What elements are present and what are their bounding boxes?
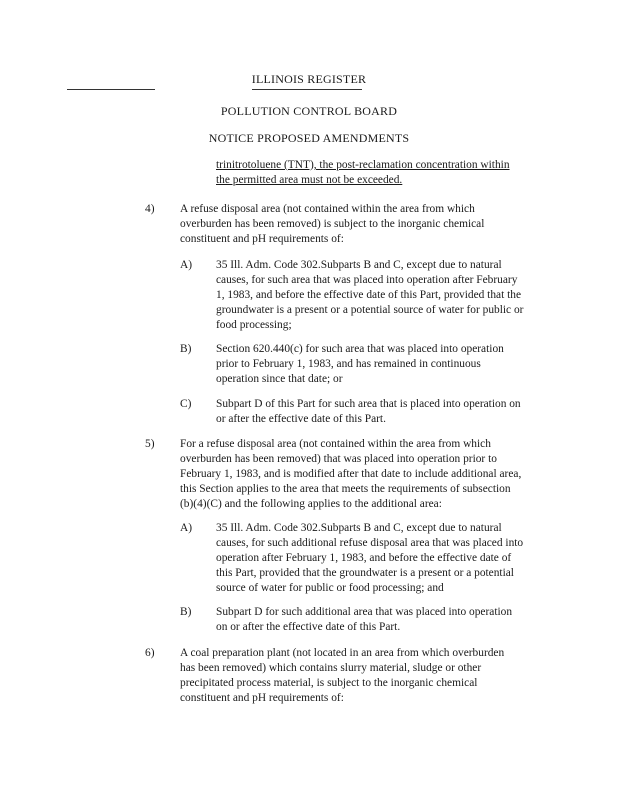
item-line: this Section applies to the area that meets the requirements of subsection	[180, 483, 511, 495]
item-5a-text	[216, 521, 523, 596]
item-line: February 1, 1983, and is modified after that date to include additional area,	[180, 468, 522, 480]
item-line: causes, for such area that was placed into operation after February	[216, 274, 518, 286]
notice-title: NOTICE PROPOSED AMENDMENTS	[208, 131, 410, 145]
item-line: source of water for public or food processing; and	[216, 582, 444, 594]
item-4-label: 4)	[145, 203, 155, 215]
item-line: precipitated process material, is subject to the inorganic chemical	[180, 677, 478, 689]
item-5b-label: B)	[180, 606, 192, 618]
item-5a-label: A)	[180, 522, 193, 534]
item-4b-text	[216, 342, 504, 387]
agency-title: POLLUTION CONTROL BOARD	[220, 104, 398, 118]
item-line: 1, 1983, and before the effective date of this Part, provided that the	[216, 289, 522, 301]
item-line: operation after February 1, 1983, and before the effective date of	[216, 552, 512, 564]
item-line: on or after the effective date of this Part.	[216, 621, 401, 633]
item-line: overburden has been removed) is subject to the inorganic chemical	[180, 218, 485, 230]
item-6-text	[180, 646, 504, 706]
item-4-text	[180, 202, 484, 247]
item-line: has been removed) which contains slurry material, sludge or other	[180, 662, 482, 674]
continued-line: the permitted area must not be exceeded.	[216, 174, 403, 186]
item-4a-text	[216, 258, 523, 333]
item-line: 35 Ill. Adm. Code 302.Subparts B and C, except due to natural	[216, 522, 502, 534]
item-line: Section 620.440(c) for such area that was placed into operation	[216, 343, 504, 355]
register-title: ILLINOIS REGISTER	[251, 72, 367, 86]
item-line: groundwater is a present or a potential source of water for public or	[216, 304, 524, 316]
item-6-label: 6)	[145, 647, 155, 659]
item-5b-text	[216, 605, 512, 635]
item-line: causes, for such additional refuse disposal area that was placed into	[216, 537, 524, 549]
item-line: this Part, provided that the groundwater is a present or a potential	[216, 567, 514, 579]
item-line: (b)(4)(C) and the following applies to the additional area:	[180, 498, 442, 510]
item-line: prior to February 1, 1983, and has remained in continuous	[216, 358, 481, 370]
item-line: or after the effective date of this Part.	[216, 413, 386, 425]
item-4c-text	[216, 397, 521, 427]
item-line: A refuse disposal area (not contained within the area from which	[180, 203, 475, 215]
item-line: constituent and pH requirements of:	[180, 692, 344, 704]
item-4a-label: A)	[180, 259, 193, 271]
item-line: overburden has been removed) that was placed into operation prior to	[180, 453, 497, 465]
continued-text	[216, 158, 510, 188]
item-line: Subpart D of this Part for such area that is placed into operation on	[216, 398, 521, 410]
item-5-text	[180, 437, 521, 512]
item-line: 35 Ill. Adm. Code 302.Subparts B and C, except due to natural	[216, 259, 502, 271]
item-line: constituent and pH requirements of:	[180, 233, 344, 245]
item-line: For a refuse disposal area (not contained within the area from which	[180, 438, 491, 450]
item-5-label: 5)	[145, 438, 155, 450]
header-rule-left	[67, 89, 155, 90]
item-line: food processing;	[216, 319, 292, 331]
item-4b-label: B)	[180, 343, 192, 355]
continued-line: trinitrotoluene (TNT), the post-reclamation concentration within	[216, 159, 510, 171]
item-line: A coal preparation plant (not located in an area from which overburden	[180, 647, 505, 659]
item-line: Subpart D for such additional area that was placed into operation	[216, 606, 513, 618]
header-rule-right	[252, 89, 362, 90]
item-4c-label: C)	[180, 398, 192, 410]
item-line: operation since that date; or	[216, 373, 343, 385]
